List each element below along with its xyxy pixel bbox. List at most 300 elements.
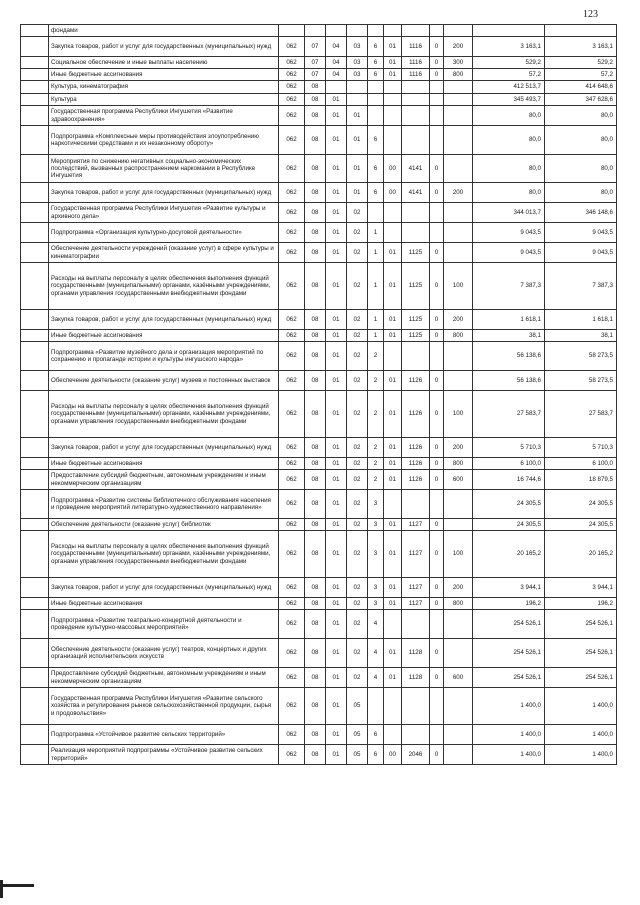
program-code-cell bbox=[347, 81, 368, 94]
expense-name-cell: Закупка товаров, работ и услуг для государственных (муниципальных) нужд bbox=[49, 578, 279, 598]
direction-code-cell: 1116 bbox=[402, 57, 430, 69]
event-code-cell: 01 bbox=[384, 668, 402, 688]
amount-year-1-cell: 344 013,7 bbox=[473, 203, 545, 223]
row-margin-cell bbox=[21, 57, 49, 69]
subprogram-code-cell: 1 bbox=[368, 310, 384, 330]
subprogram-code-cell: 6 bbox=[368, 69, 384, 81]
suffix-code-cell: 0 bbox=[430, 598, 444, 610]
section-code-cell: 08 bbox=[305, 243, 326, 263]
suffix-code-cell bbox=[430, 81, 444, 94]
program-code-cell: 02 bbox=[347, 223, 368, 243]
program-code-cell: 05 bbox=[347, 745, 368, 765]
subprogram-code-cell: 3 bbox=[368, 531, 384, 578]
expense-name-cell: Подпрограмма «Комплексные меры противодействия злоупотреблению наркотическими средствами и их незаконному обороту» bbox=[49, 126, 279, 155]
table-row bbox=[21, 223, 617, 243]
subsection-code-cell: 01 bbox=[326, 490, 347, 519]
direction-code-cell: 4141 bbox=[402, 155, 430, 183]
expense-name-cell: Обеспечение деятельности (оказание услуг) театров, концертных и других организаций исполнительских искусств bbox=[49, 639, 279, 668]
suffix-code-cell: 0 bbox=[430, 438, 444, 458]
program-code-cell: 05 bbox=[347, 688, 368, 725]
suffix-code-cell bbox=[430, 725, 444, 745]
section-code-cell: 07 bbox=[305, 69, 326, 81]
subsection-code-cell: 01 bbox=[326, 578, 347, 598]
subprogram-code-cell: 6 bbox=[368, 57, 384, 69]
table-row bbox=[21, 458, 617, 470]
event-code-cell: 01 bbox=[384, 69, 402, 81]
section-code-cell: 08 bbox=[305, 519, 326, 531]
event-code-cell: 01 bbox=[384, 263, 402, 310]
subprogram-code-cell: 1 bbox=[368, 263, 384, 310]
program-code-cell: 02 bbox=[347, 243, 368, 263]
expense-type-code-cell bbox=[444, 126, 473, 155]
amount-year-1-cell: 254 526,1 bbox=[473, 639, 545, 668]
expense-name-cell: Подпрограмма «Развитие системы библиотечного обслуживания населения и проведение мероприятий литературно-художественного направления» bbox=[49, 490, 279, 519]
admin-code-cell: 062 bbox=[279, 223, 305, 243]
direction-code-cell bbox=[402, 223, 430, 243]
program-code-cell: 05 bbox=[347, 725, 368, 745]
event-code-cell: 01 bbox=[384, 57, 402, 69]
expense-type-code-cell bbox=[444, 725, 473, 745]
admin-code-cell: 062 bbox=[279, 106, 305, 126]
page-edge-tick bbox=[0, 880, 3, 898]
amount-year-1-cell: 38,1 bbox=[473, 330, 545, 342]
expense-name-cell: Культура bbox=[49, 94, 279, 106]
row-margin-cell bbox=[21, 342, 49, 371]
section-code-cell: 08 bbox=[305, 438, 326, 458]
admin-code-cell bbox=[279, 25, 305, 37]
direction-code-cell bbox=[402, 490, 430, 519]
amount-year-1-cell: 57,2 bbox=[473, 69, 545, 81]
suffix-code-cell: 0 bbox=[430, 668, 444, 688]
expense-type-code-cell bbox=[444, 155, 473, 183]
admin-code-cell: 062 bbox=[279, 155, 305, 183]
expense-name-cell: Расходы на выплаты персоналу в целях обеспечения выполнения функций государственными (муниципальными) органами, казёнными учреждениями, органами управления государственными внебюджетными фондами bbox=[49, 263, 279, 310]
row-margin-cell bbox=[21, 310, 49, 330]
subsection-code-cell: 01 bbox=[326, 391, 347, 438]
amount-year-2-cell: 5 710,3 bbox=[545, 438, 617, 458]
expense-type-code-cell: 300 bbox=[444, 57, 473, 69]
subprogram-code-cell bbox=[368, 688, 384, 725]
row-margin-cell bbox=[21, 243, 49, 263]
expense-name-cell: Иные бюджетные ассигнования bbox=[49, 69, 279, 81]
row-margin-cell bbox=[21, 81, 49, 94]
direction-code-cell bbox=[402, 126, 430, 155]
amount-year-1-cell: 80,0 bbox=[473, 183, 545, 203]
admin-code-cell: 062 bbox=[279, 243, 305, 263]
direction-code-cell: 1127 bbox=[402, 519, 430, 531]
row-margin-cell bbox=[21, 519, 49, 531]
direction-code-cell: 1125 bbox=[402, 330, 430, 342]
amount-year-2-cell: 58 273,5 bbox=[545, 371, 617, 391]
direction-code-cell: 1127 bbox=[402, 531, 430, 578]
expense-type-code-cell: 800 bbox=[444, 458, 473, 470]
row-margin-cell bbox=[21, 531, 49, 578]
row-margin-cell bbox=[21, 639, 49, 668]
expense-name-cell: Подпрограмма «Развитие музейного дела и организация мероприятий по сохранению и пропаганде истории и культуры ингушского народа» bbox=[49, 342, 279, 371]
expense-type-code-cell: 800 bbox=[444, 69, 473, 81]
subprogram-code-cell: 6 bbox=[368, 183, 384, 203]
amount-year-1-cell: 1 400,0 bbox=[473, 725, 545, 745]
event-code-cell: 01 bbox=[384, 310, 402, 330]
expense-name-cell: Государственная программа Республики Ингушетия «Развитие здравоохранения» bbox=[49, 106, 279, 126]
admin-code-cell: 062 bbox=[279, 745, 305, 765]
table-row bbox=[21, 106, 617, 126]
subprogram-code-cell bbox=[368, 94, 384, 106]
section-code-cell: 08 bbox=[305, 745, 326, 765]
amount-year-1-cell: 80,0 bbox=[473, 106, 545, 126]
suffix-code-cell: 0 bbox=[430, 310, 444, 330]
suffix-code-cell: 0 bbox=[430, 155, 444, 183]
amount-year-1-cell: 196,2 bbox=[473, 598, 545, 610]
amount-year-1-cell: 254 526,1 bbox=[473, 668, 545, 688]
amount-year-1-cell: 529,2 bbox=[473, 57, 545, 69]
table-row bbox=[21, 310, 617, 330]
event-code-cell: 01 bbox=[384, 37, 402, 57]
admin-code-cell: 062 bbox=[279, 371, 305, 391]
subsection-code-cell: 01 bbox=[326, 668, 347, 688]
subprogram-code-cell: 4 bbox=[368, 610, 384, 639]
suffix-code-cell: 0 bbox=[430, 37, 444, 57]
subsection-code-cell bbox=[326, 81, 347, 94]
admin-code-cell: 062 bbox=[279, 126, 305, 155]
program-code-cell: 02 bbox=[347, 330, 368, 342]
expense-name-cell: Закупка товаров, работ и услуг для государственных (муниципальных) нужд bbox=[49, 37, 279, 57]
admin-code-cell: 062 bbox=[279, 610, 305, 639]
expense-type-code-cell: 200 bbox=[444, 438, 473, 458]
expense-type-code-cell bbox=[444, 519, 473, 531]
program-code-cell: 01 bbox=[347, 183, 368, 203]
suffix-code-cell: 0 bbox=[430, 470, 444, 490]
table-row bbox=[21, 342, 617, 371]
subprogram-code-cell: 2 bbox=[368, 438, 384, 458]
amount-year-2-cell: 346 148,6 bbox=[545, 203, 617, 223]
event-code-cell bbox=[384, 490, 402, 519]
admin-code-cell: 062 bbox=[279, 668, 305, 688]
amount-year-2-cell: 196,2 bbox=[545, 598, 617, 610]
section-code-cell: 08 bbox=[305, 183, 326, 203]
program-code-cell: 02 bbox=[347, 391, 368, 438]
suffix-code-cell bbox=[430, 94, 444, 106]
event-code-cell bbox=[384, 106, 402, 126]
suffix-code-cell bbox=[430, 203, 444, 223]
subprogram-code-cell bbox=[368, 203, 384, 223]
subprogram-code-cell: 2 bbox=[368, 342, 384, 371]
direction-code-cell bbox=[402, 25, 430, 37]
section-code-cell: 08 bbox=[305, 94, 326, 106]
suffix-code-cell bbox=[430, 342, 444, 371]
subsection-code-cell bbox=[326, 25, 347, 37]
amount-year-2-cell: 414 648,6 bbox=[545, 81, 617, 94]
subsection-code-cell: 01 bbox=[326, 126, 347, 155]
amount-year-1-cell: 1 400,0 bbox=[473, 688, 545, 725]
program-code-cell: 01 bbox=[347, 106, 368, 126]
amount-year-2-cell: 254 526,1 bbox=[545, 639, 617, 668]
expense-name-cell: Иные бюджетные ассигнования bbox=[49, 598, 279, 610]
section-code-cell: 08 bbox=[305, 263, 326, 310]
table-row bbox=[21, 69, 617, 81]
expense-name-cell: Иные бюджетные ассигнования bbox=[49, 458, 279, 470]
amount-year-2-cell: 20 165,2 bbox=[545, 531, 617, 578]
event-code-cell bbox=[384, 610, 402, 639]
suffix-code-cell: 0 bbox=[430, 330, 444, 342]
event-code-cell bbox=[384, 203, 402, 223]
admin-code-cell: 062 bbox=[279, 263, 305, 310]
table-row bbox=[21, 391, 617, 438]
program-code-cell: 02 bbox=[347, 438, 368, 458]
expense-name-cell: Обеспечение деятельности (оказание услуг) музеев и постоянных выставок bbox=[49, 371, 279, 391]
amount-year-2-cell: 347 628,6 bbox=[545, 94, 617, 106]
suffix-code-cell: 0 bbox=[430, 69, 444, 81]
amount-year-1-cell: 56 138,6 bbox=[473, 371, 545, 391]
admin-code-cell: 062 bbox=[279, 37, 305, 57]
amount-year-1-cell: 7 387,3 bbox=[473, 263, 545, 310]
section-code-cell: 08 bbox=[305, 223, 326, 243]
program-code-cell: 02 bbox=[347, 598, 368, 610]
program-code-cell: 01 bbox=[347, 126, 368, 155]
row-margin-cell bbox=[21, 69, 49, 81]
amount-year-2-cell: 254 526,1 bbox=[545, 668, 617, 688]
amount-year-2-cell: 1 618,1 bbox=[545, 310, 617, 330]
expense-type-code-cell bbox=[444, 745, 473, 765]
expense-type-code-cell bbox=[444, 25, 473, 37]
table-row bbox=[21, 438, 617, 458]
expense-name-cell: Закупка товаров, работ и услуг для государственных (муниципальных) нужд bbox=[49, 310, 279, 330]
event-code-cell: 01 bbox=[384, 531, 402, 578]
subsection-code-cell: 01 bbox=[326, 470, 347, 490]
row-margin-cell bbox=[21, 391, 49, 438]
row-margin-cell bbox=[21, 470, 49, 490]
event-code-cell: 00 bbox=[384, 183, 402, 203]
row-margin-cell bbox=[21, 37, 49, 57]
subsection-code-cell: 01 bbox=[326, 639, 347, 668]
section-code-cell: 08 bbox=[305, 578, 326, 598]
expense-type-code-cell bbox=[444, 243, 473, 263]
amount-year-2-cell: 1 400,0 bbox=[545, 745, 617, 765]
event-code-cell bbox=[384, 342, 402, 371]
admin-code-cell: 062 bbox=[279, 94, 305, 106]
amount-year-1-cell: 3 163,1 bbox=[473, 37, 545, 57]
expense-name-cell: фондами bbox=[49, 25, 279, 37]
expense-name-cell: Мероприятия по снижению негативных социально-экономических последствий, вызванных распространением наркомании в Республике Ингушетия bbox=[49, 155, 279, 183]
expense-type-code-cell: 100 bbox=[444, 531, 473, 578]
subprogram-code-cell: 3 bbox=[368, 519, 384, 531]
subsection-code-cell: 01 bbox=[326, 342, 347, 371]
amount-year-2-cell: 27 583,7 bbox=[545, 391, 617, 438]
direction-code-cell: 1126 bbox=[402, 470, 430, 490]
expense-type-code-cell bbox=[444, 203, 473, 223]
table-row bbox=[21, 330, 617, 342]
suffix-code-cell bbox=[430, 490, 444, 519]
program-code-cell: 02 bbox=[347, 668, 368, 688]
direction-code-cell: 1125 bbox=[402, 243, 430, 263]
row-margin-cell bbox=[21, 668, 49, 688]
admin-code-cell: 062 bbox=[279, 81, 305, 94]
subprogram-code-cell: 1 bbox=[368, 223, 384, 243]
admin-code-cell: 062 bbox=[279, 688, 305, 725]
amount-year-2-cell bbox=[545, 25, 617, 37]
subsection-code-cell: 04 bbox=[326, 57, 347, 69]
admin-code-cell: 062 bbox=[279, 531, 305, 578]
subsection-code-cell: 04 bbox=[326, 37, 347, 57]
expense-name-cell: Расходы на выплаты персоналу в целях обеспечения выполнения функций государственными (муниципальными) органами, казёнными учреждениями, органами управления государственными внебюджетными фондами bbox=[49, 531, 279, 578]
amount-year-1-cell: 1 400,0 bbox=[473, 745, 545, 765]
subsection-code-cell: 01 bbox=[326, 330, 347, 342]
program-code-cell: 02 bbox=[347, 371, 368, 391]
event-code-cell: 00 bbox=[384, 745, 402, 765]
event-code-cell: 01 bbox=[384, 639, 402, 668]
suffix-code-cell bbox=[430, 688, 444, 725]
subsection-code-cell: 01 bbox=[326, 688, 347, 725]
event-code-cell: 01 bbox=[384, 438, 402, 458]
amount-year-2-cell: 529,2 bbox=[545, 57, 617, 69]
table-row bbox=[21, 470, 617, 490]
subsection-code-cell: 01 bbox=[326, 155, 347, 183]
amount-year-2-cell: 80,0 bbox=[545, 106, 617, 126]
event-code-cell bbox=[384, 81, 402, 94]
table-row bbox=[21, 745, 617, 765]
row-margin-cell bbox=[21, 578, 49, 598]
expense-type-code-cell bbox=[444, 639, 473, 668]
direction-code-cell bbox=[402, 725, 430, 745]
amount-year-2-cell: 7 387,3 bbox=[545, 263, 617, 310]
row-margin-cell bbox=[21, 183, 49, 203]
amount-year-2-cell: 3 163,1 bbox=[545, 37, 617, 57]
direction-code-cell: 1126 bbox=[402, 371, 430, 391]
amount-year-1-cell: 24 305,5 bbox=[473, 490, 545, 519]
subsection-code-cell: 04 bbox=[326, 69, 347, 81]
amount-year-1-cell: 24 305,5 bbox=[473, 519, 545, 531]
admin-code-cell: 062 bbox=[279, 470, 305, 490]
table-row bbox=[21, 263, 617, 310]
section-code-cell: 08 bbox=[305, 391, 326, 438]
expense-name-cell: Предоставление субсидий бюджетным, автономным учреждениям и иным некоммерческим организациям bbox=[49, 668, 279, 688]
admin-code-cell: 062 bbox=[279, 310, 305, 330]
section-code-cell: 08 bbox=[305, 598, 326, 610]
suffix-code-cell: 0 bbox=[430, 263, 444, 310]
expense-name-cell: Подпрограмма «Устойчивое развитие сельских территорий» bbox=[49, 725, 279, 745]
subprogram-code-cell: 4 bbox=[368, 639, 384, 668]
direction-code-cell: 1116 bbox=[402, 69, 430, 81]
amount-year-2-cell: 58 273,5 bbox=[545, 342, 617, 371]
subprogram-code-cell: 6 bbox=[368, 745, 384, 765]
admin-code-cell: 062 bbox=[279, 342, 305, 371]
section-code-cell: 08 bbox=[305, 330, 326, 342]
suffix-code-cell: 0 bbox=[430, 519, 444, 531]
event-code-cell bbox=[384, 223, 402, 243]
amount-year-1-cell: 80,0 bbox=[473, 126, 545, 155]
event-code-cell: 01 bbox=[384, 470, 402, 490]
row-margin-cell bbox=[21, 330, 49, 342]
amount-year-2-cell: 24 305,5 bbox=[545, 519, 617, 531]
subprogram-code-cell: 6 bbox=[368, 155, 384, 183]
table-row bbox=[21, 183, 617, 203]
subprogram-code-cell: 6 bbox=[368, 126, 384, 155]
direction-code-cell bbox=[402, 342, 430, 371]
expense-type-code-cell: 200 bbox=[444, 310, 473, 330]
suffix-code-cell: 0 bbox=[430, 639, 444, 668]
subsection-code-cell: 01 bbox=[326, 263, 347, 310]
suffix-code-cell bbox=[430, 25, 444, 37]
direction-code-cell bbox=[402, 106, 430, 126]
expense-type-code-cell: 600 bbox=[444, 470, 473, 490]
program-code-cell: 02 bbox=[347, 578, 368, 598]
expense-name-cell: Подпрограмма «Организация культурно-досуговой деятельности» bbox=[49, 223, 279, 243]
subprogram-code-cell: 3 bbox=[368, 578, 384, 598]
admin-code-cell: 062 bbox=[279, 183, 305, 203]
amount-year-1-cell: 6 100,0 bbox=[473, 458, 545, 470]
expense-type-code-cell: 800 bbox=[444, 598, 473, 610]
subprogram-code-cell: 3 bbox=[368, 490, 384, 519]
expense-name-cell: Предоставление субсидий бюджетным, автономным учреждениям и иным некоммерческим организациям bbox=[49, 470, 279, 490]
event-code-cell: 01 bbox=[384, 598, 402, 610]
budget-table bbox=[20, 24, 617, 765]
event-code-cell bbox=[384, 688, 402, 725]
admin-code-cell: 062 bbox=[279, 519, 305, 531]
amount-year-2-cell: 3 944,1 bbox=[545, 578, 617, 598]
amount-year-1-cell: 9 043,5 bbox=[473, 223, 545, 243]
subprogram-code-cell: 1 bbox=[368, 243, 384, 263]
admin-code-cell: 062 bbox=[279, 578, 305, 598]
expense-type-code-cell: 200 bbox=[444, 37, 473, 57]
amount-year-2-cell: 254 526,1 bbox=[545, 610, 617, 639]
admin-code-cell: 062 bbox=[279, 598, 305, 610]
event-code-cell: 01 bbox=[384, 243, 402, 263]
amount-year-1-cell: 254 526,1 bbox=[473, 610, 545, 639]
expense-type-code-cell bbox=[444, 371, 473, 391]
amount-year-2-cell: 80,0 bbox=[545, 155, 617, 183]
row-margin-cell bbox=[21, 490, 49, 519]
amount-year-2-cell: 57,2 bbox=[545, 69, 617, 81]
section-code-cell: 08 bbox=[305, 668, 326, 688]
direction-code-cell: 4141 bbox=[402, 183, 430, 203]
section-code-cell: 08 bbox=[305, 531, 326, 578]
section-code-cell: 08 bbox=[305, 639, 326, 668]
row-margin-cell bbox=[21, 598, 49, 610]
row-margin-cell bbox=[21, 263, 49, 310]
table-row bbox=[21, 688, 617, 725]
section-code-cell: 08 bbox=[305, 688, 326, 725]
row-margin-cell bbox=[21, 223, 49, 243]
table-row bbox=[21, 57, 617, 69]
row-margin-cell bbox=[21, 155, 49, 183]
expense-type-code-cell bbox=[444, 610, 473, 639]
suffix-code-cell bbox=[430, 223, 444, 243]
admin-code-cell: 062 bbox=[279, 458, 305, 470]
subsection-code-cell: 01 bbox=[326, 458, 347, 470]
suffix-code-cell: 0 bbox=[430, 183, 444, 203]
expense-name-cell: Иные бюджетные ассигнования bbox=[49, 330, 279, 342]
direction-code-cell bbox=[402, 688, 430, 725]
event-code-cell bbox=[384, 25, 402, 37]
row-margin-cell bbox=[21, 458, 49, 470]
amount-year-1-cell: 345 493,7 bbox=[473, 94, 545, 106]
suffix-code-cell bbox=[430, 106, 444, 126]
table-row bbox=[21, 598, 617, 610]
section-code-cell: 08 bbox=[305, 371, 326, 391]
section-code-cell: 07 bbox=[305, 37, 326, 57]
suffix-code-cell: 0 bbox=[430, 578, 444, 598]
table-row bbox=[21, 531, 617, 578]
expense-type-code-cell: 600 bbox=[444, 668, 473, 688]
amount-year-1-cell bbox=[473, 25, 545, 37]
subprogram-code-cell: 6 bbox=[368, 725, 384, 745]
expense-type-code-cell bbox=[444, 490, 473, 519]
program-code-cell: 02 bbox=[347, 458, 368, 470]
suffix-code-cell: 0 bbox=[430, 531, 444, 578]
subsection-code-cell: 01 bbox=[326, 745, 347, 765]
suffix-code-cell: 0 bbox=[430, 745, 444, 765]
table-row bbox=[21, 203, 617, 223]
